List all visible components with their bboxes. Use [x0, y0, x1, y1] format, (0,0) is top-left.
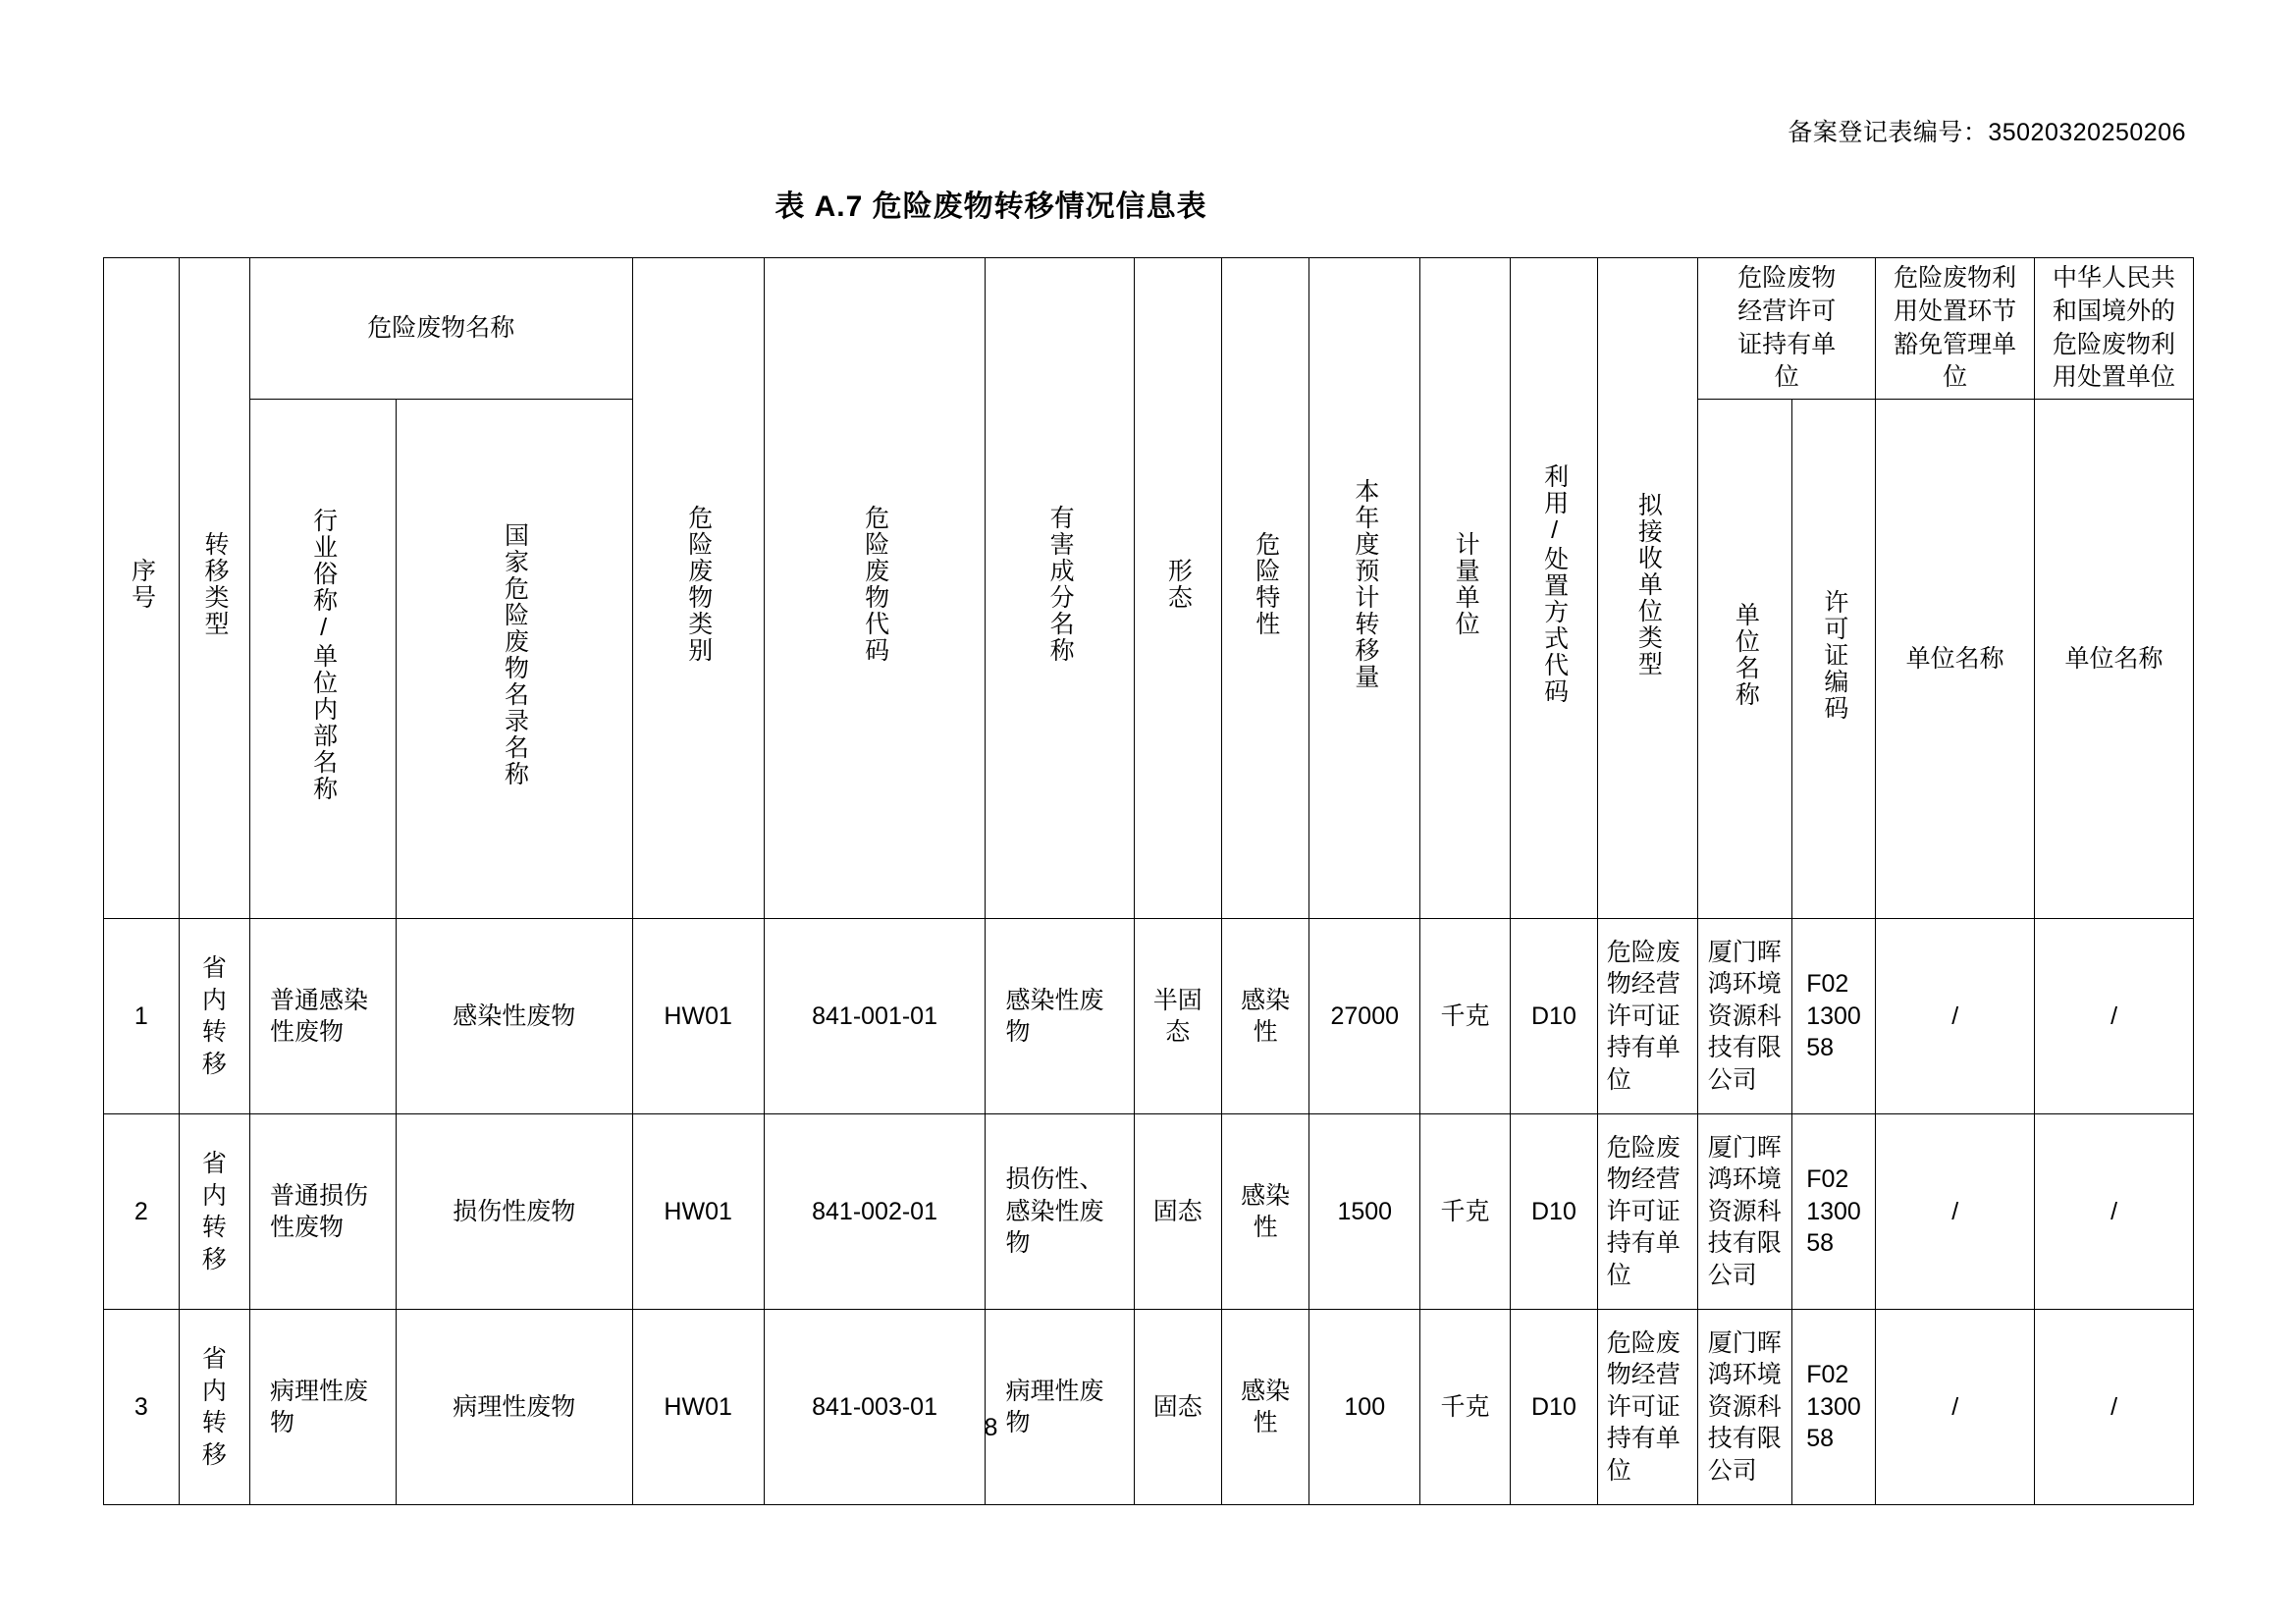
cell-transfer-type: 省内转移: [179, 1114, 249, 1310]
cell-industry-name: 病理性废物: [250, 1310, 397, 1505]
th-overseas-unit: 中华人民共和国境外的危险废物利用处置单位: [2035, 258, 2194, 400]
page-title: 表 A.7 危险废物转移情况信息表: [774, 190, 1207, 223]
cell-measure-unit: 千克: [1420, 1310, 1511, 1505]
cell-overseas-unit-name: /: [2035, 1310, 2194, 1505]
cell-license-holder-name: 厦门晖鸿环境资源科技有限公司: [1698, 1114, 1792, 1310]
th-disposal-code: 利用/处置方式代码: [1510, 258, 1597, 919]
cell-national-catalog-name: 损伤性废物: [397, 1114, 633, 1310]
cell-form: 固态: [1134, 1310, 1221, 1505]
cell-overseas-unit-name: /: [2035, 1114, 2194, 1310]
th-seq: 序号: [104, 258, 180, 919]
th-measure-unit: 计量单位: [1420, 258, 1511, 919]
page-number: 8: [984, 1414, 998, 1441]
cell-exempt-management-unit-name: /: [1876, 1114, 2035, 1310]
cell-seq: 1: [104, 919, 180, 1114]
cell-annual-planned-transfer: 1500: [1309, 1114, 1420, 1310]
cell-form: 半固态: [1134, 919, 1221, 1114]
th-hazardous-component: 有害成分名称: [986, 258, 1134, 919]
th-overseas-unit-name: 单位名称: [2035, 400, 2194, 919]
th-exempt-management-unit-name: 单位名称: [1876, 400, 2035, 919]
cell-hazard-property: 感染性: [1221, 919, 1308, 1114]
cell-industry-name: 普通损伤性废物: [250, 1114, 397, 1310]
header-row-1: [104, 258, 2194, 400]
th-license-number: 许可证编码: [1792, 400, 1876, 919]
cell-measure-unit: 千克: [1420, 919, 1511, 1114]
cell-overseas-unit-name: /: [2035, 919, 2194, 1114]
table-row: [104, 919, 2194, 1114]
cell-national-catalog-name: 感染性废物: [397, 919, 633, 1114]
cell-waste-code: 841-003-01: [764, 1310, 986, 1505]
cell-license-holder-name: 厦门晖鸿环境资源科技有限公司: [1698, 1310, 1792, 1505]
cell-waste-code: 841-002-01: [764, 1114, 986, 1310]
cell-transfer-type: 省内转移: [179, 1310, 249, 1505]
cell-disposal-code: D10: [1510, 1310, 1597, 1505]
th-hazard-property: 危险特性: [1221, 258, 1308, 919]
cell-receiver-unit-type: 危险废物经营许可证持有单位: [1598, 919, 1698, 1114]
cell-disposal-code: D10: [1510, 919, 1597, 1114]
th-industry-name: 行业俗称/单位内部名称: [250, 400, 397, 919]
th-waste-category: 危险废物类别: [632, 258, 764, 919]
cell-license-number: F02130058: [1792, 919, 1876, 1114]
table-row: [104, 1114, 2194, 1310]
th-national-catalog-name: 国家危险废物名录名称: [397, 400, 633, 919]
cell-seq: 3: [104, 1310, 180, 1505]
cell-hazard-property: 感染性: [1221, 1310, 1308, 1505]
cell-hazardous-component: 病理性废物: [986, 1310, 1134, 1505]
th-license-holder-group: 危险废物经营许可证持有单位: [1698, 258, 1876, 400]
cell-transfer-type: 省内转移: [179, 919, 249, 1114]
th-annual-planned-transfer: 本年度预计转移量: [1309, 258, 1420, 919]
cell-disposal-code: D10: [1510, 1114, 1597, 1310]
cell-exempt-management-unit-name: /: [1876, 1310, 2035, 1505]
cell-waste-code: 841-001-01: [764, 919, 986, 1114]
th-form: 形态: [1134, 258, 1221, 919]
cell-annual-planned-transfer: 27000: [1309, 919, 1420, 1114]
cell-national-catalog-name: 病理性废物: [397, 1310, 633, 1505]
th-waste-code: 危险废物代码: [764, 258, 986, 919]
th-receiver-unit-type: 拟接收单位类型: [1598, 258, 1698, 919]
cell-license-number: F02130058: [1792, 1310, 1876, 1505]
cell-waste-category: HW01: [632, 1310, 764, 1505]
registration-number: 备案登记表编号：35020320250206: [1788, 119, 2186, 146]
hazardous-waste-transfer-table: [103, 257, 2194, 1505]
cell-form: 固态: [1134, 1114, 1221, 1310]
cell-measure-unit: 千克: [1420, 1114, 1511, 1310]
cell-receiver-unit-type: 危险废物经营许可证持有单位: [1598, 1310, 1698, 1505]
th-transfer-type: 转移类型: [179, 258, 249, 919]
cell-hazardous-component: 感染性废物: [986, 919, 1134, 1114]
cell-waste-category: HW01: [632, 919, 764, 1114]
cell-hazard-property: 感染性: [1221, 1114, 1308, 1310]
cell-annual-planned-transfer: 100: [1309, 1310, 1420, 1505]
cell-industry-name: 普通感染性废物: [250, 919, 397, 1114]
cell-receiver-unit-type: 危险废物经营许可证持有单位: [1598, 1114, 1698, 1310]
cell-waste-category: HW01: [632, 1114, 764, 1310]
th-exempt-management-unit: 危险废物利用处置环节豁免管理单位: [1876, 258, 2035, 400]
table-row: [104, 1310, 2194, 1505]
th-waste-name-group: 危险废物名称: [250, 258, 633, 400]
cell-exempt-management-unit-name: /: [1876, 919, 2035, 1114]
cell-hazardous-component: 损伤性、感染性废物: [986, 1114, 1134, 1310]
cell-license-number: F02130058: [1792, 1114, 1876, 1310]
th-license-holder-name: 单位名称: [1698, 400, 1792, 919]
cell-license-holder-name: 厦门晖鸿环境资源科技有限公司: [1698, 919, 1792, 1114]
cell-seq: 2: [104, 1114, 180, 1310]
